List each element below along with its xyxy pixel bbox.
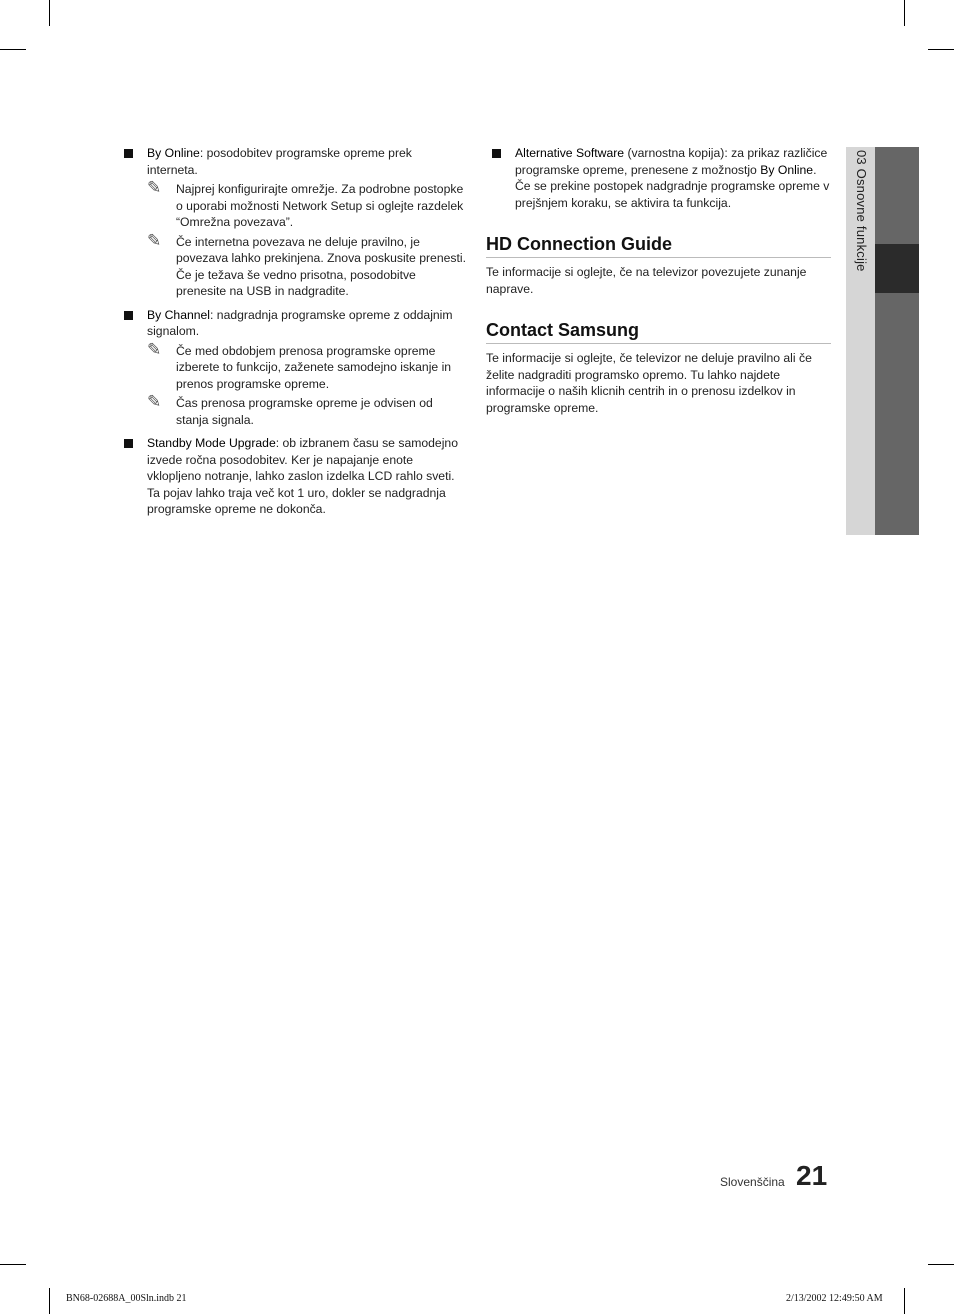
item-text: (varnostna kopija): za prikaz različice programske opreme, prenesene z možnostjo [515,146,828,177]
item-term: By Online [147,146,200,160]
crop-mark [49,0,50,26]
section-heading: HD Connection Guide [486,233,831,258]
item-term: Alternative Software [515,146,625,160]
item-text: : ob izbranem času se samodejno izvede ročna posodobitev. Ker je napajanje enote vklopljeno notranje, lahko zaslon izdelka LCD rahlo sveti. Ta pojav lahko traja več kot 1 uro, dokler se nadgradnja programske opreme ne dokonča. [147,436,458,516]
crop-mark [928,1264,954,1265]
right-column [486,145,831,416]
side-tab-band [875,147,919,535]
contact-samsung-section [486,319,831,416]
crop-mark [904,0,905,26]
crop-mark [49,1288,50,1314]
print-slug-date: 2/13/2002 12:49:50 AM [786,1293,883,1304]
note [147,230,466,300]
side-tab-marker [875,244,919,293]
note-text: Najprej konfigurirajte omrežje. Za podrobne postopke o uporabi možnosti Network Setup si oglejte razdelek “Omrežna povezava”. [176,182,464,229]
hd-connection-section [486,233,831,297]
left-column [118,145,466,525]
section-heading: Contact Samsung [486,319,831,344]
item-text: : nadgradnja programske opreme z oddajnim signalom. [147,307,453,338]
bullet-square-icon [124,439,133,448]
pencil-note-icon: ✎ [147,230,162,250]
bullet-square-icon [492,149,501,158]
pencil-note-icon: ✎ [147,392,162,411]
note-text: Če internetna povezava ne deluje pravilno, je povezava lahko prekinjena. Znova poskusite prenesti. Če je težava še vedno prisotna, posodobitve prenesite na USB in nadgradite. [176,234,466,298]
pencil-note-icon: ✎ [147,178,162,197]
item-text: . Če se prekine postopek nadgradnje programske opreme v prejšnjem koraku, se aktivira ta funkcija. [515,162,830,210]
item-term: By Channel [147,307,211,322]
list-item [118,435,466,518]
item-term-inline: By Online [760,162,814,177]
bullet-square-icon [124,149,133,158]
item-term: Standby Mode Upgrade [147,436,276,450]
list-item [486,145,831,211]
item-text: : posodobitev programske opreme prek interneta. [147,146,412,177]
side-tab-label: 03 Osnovne funkcije [854,150,869,272]
crop-mark [928,49,954,50]
section-body: Te informacije si oglejte, če na televizor povezujete zunanje naprave. [486,265,807,296]
note-text: Čas prenosa programske opreme je odvisen od stanja signala. [176,396,433,427]
pencil-note-icon: ✎ [147,339,162,359]
list-item [118,145,466,300]
page-number: 21 [796,1160,828,1191]
bullet-square-icon [124,311,133,320]
note-text: Če med obdobjem prenosa programske opreme izberete to funkcijo, zaženete samodejno iskanje in prenos programske opreme. [176,343,452,391]
note [147,178,466,231]
note [147,392,466,428]
footer-language: Slovenščina [720,1175,785,1189]
list-item [118,307,466,429]
note [147,339,466,393]
print-slug-file: BN68-02688A_00Sln.indb 21 [66,1293,187,1304]
crop-mark [0,49,26,50]
section-body: Te informacije si oglejte, če televizor ne deluje pravilno ali če želite nadgraditi programsko opremo. Tu lahko najdete informacije o naših klicnih centrih in o prenosu izdelkov in programske opreme. [486,351,812,415]
crop-mark [904,1288,905,1314]
crop-mark [0,1264,26,1265]
